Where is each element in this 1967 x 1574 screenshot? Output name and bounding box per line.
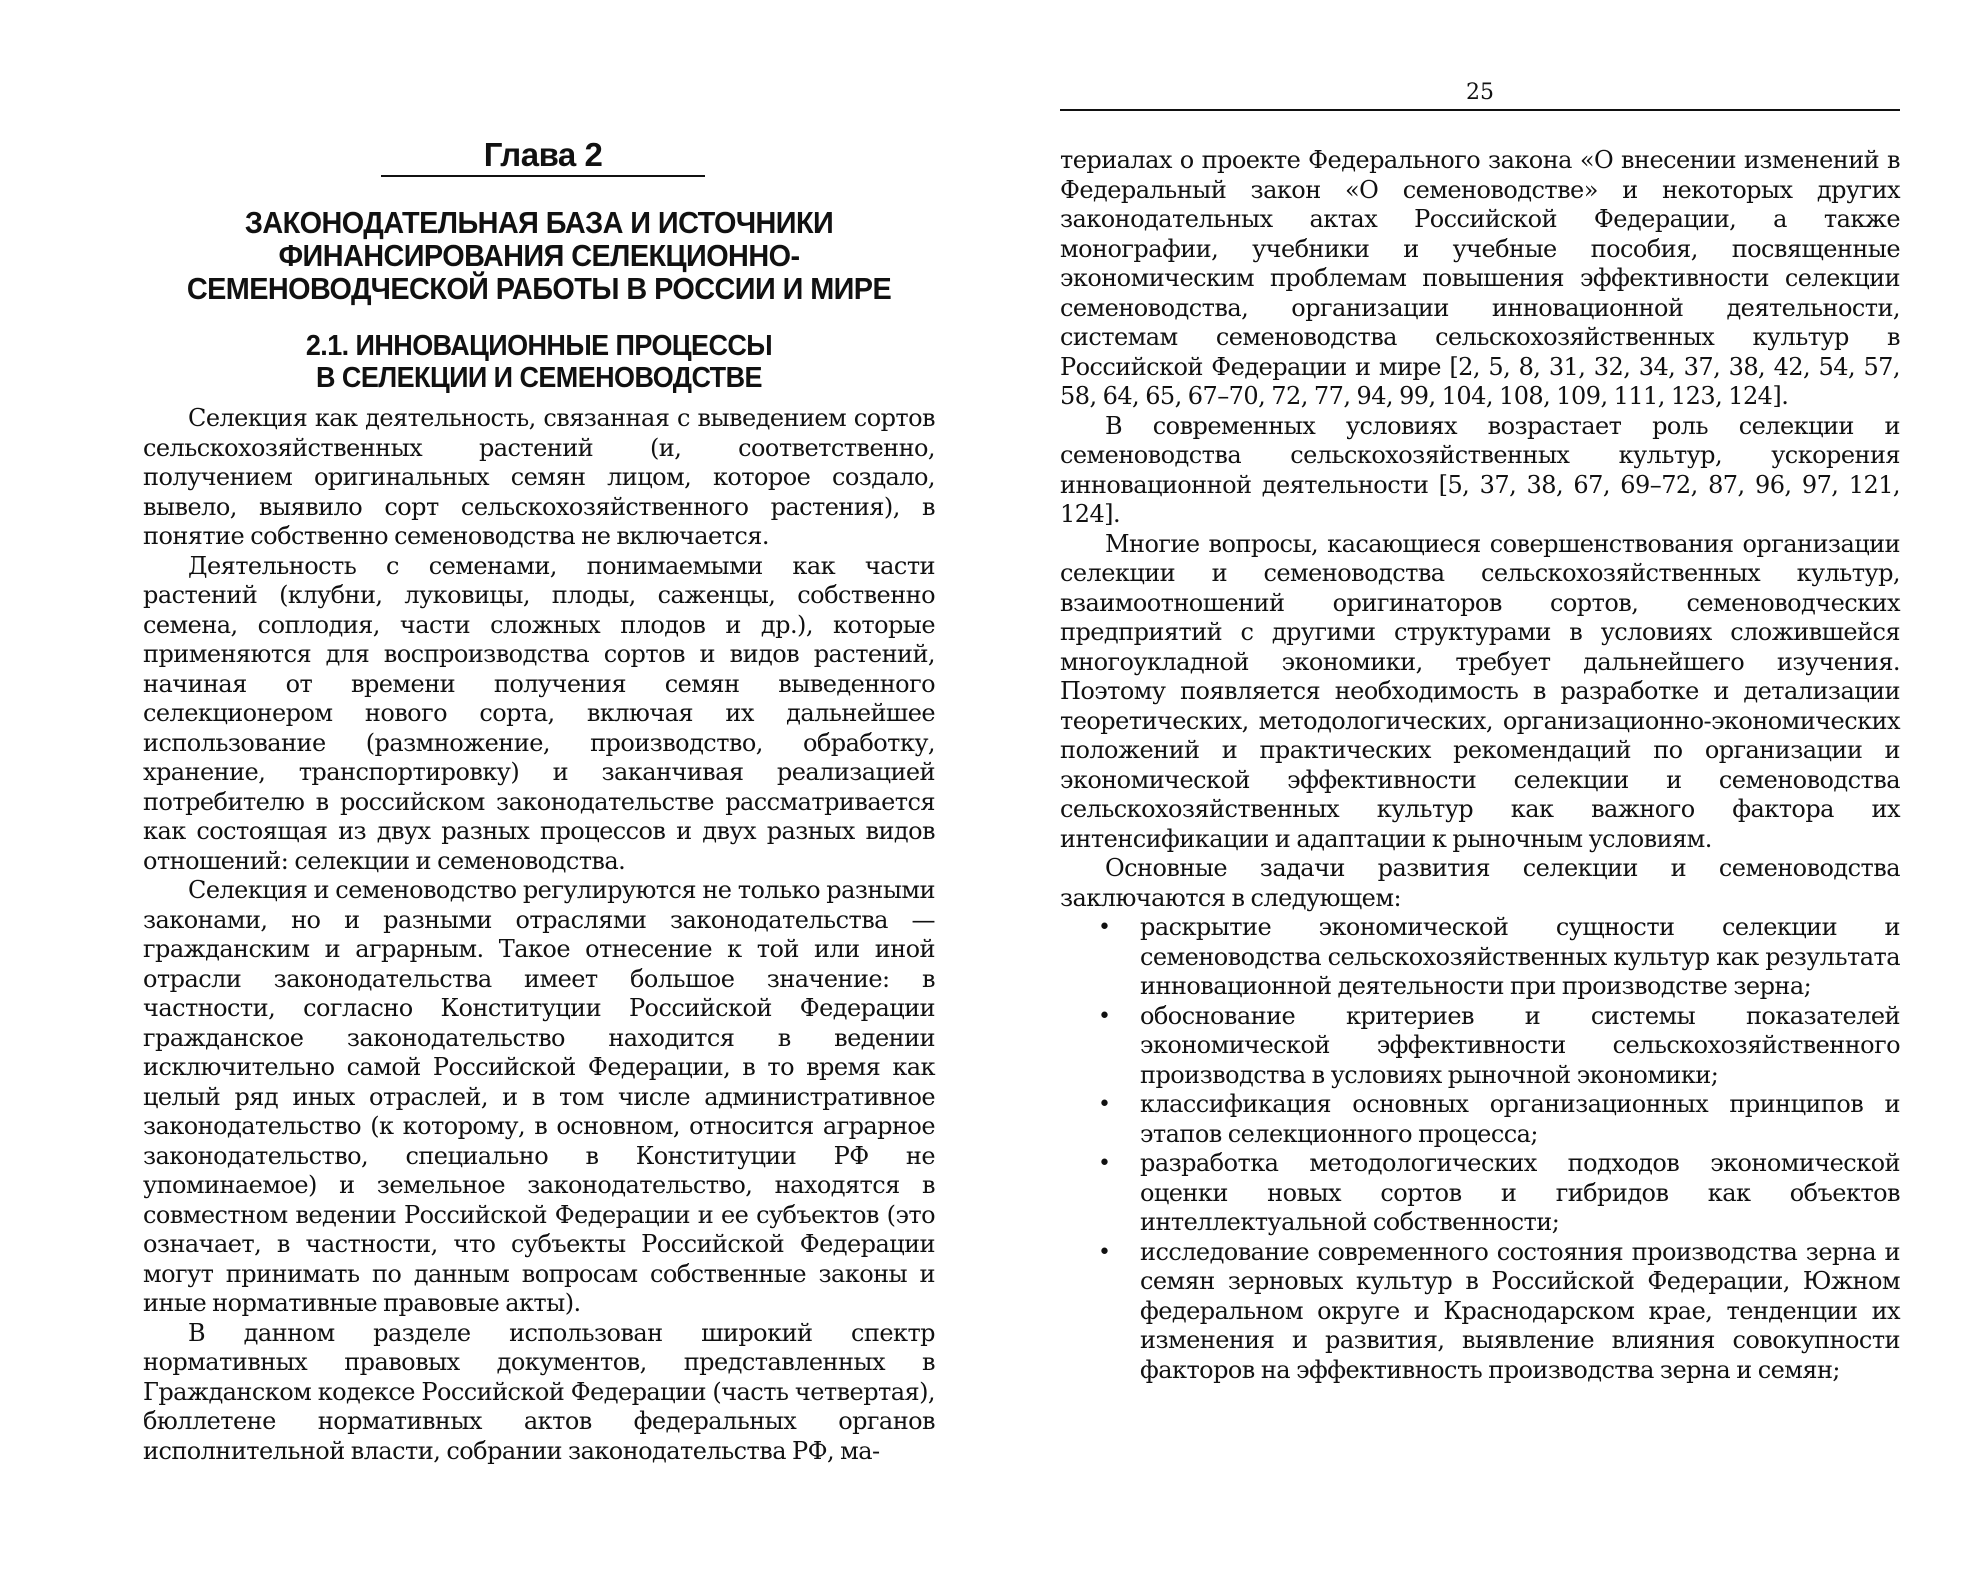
paragraph: териалах о проекте Федерального закона «О внесении изменений в Федеральный закон «О семеноводстве» и некоторых других законодательных актах Российской Федерации, а также монографии, учебники и учебные пособия, посвященные экономическим проблемам повышения эффективности селекции семеноводства, организации инновационной деятельности, системам семеноводства сельскохозяйственных культур в Российской Федерации и мире [2, 5, 8, 31, 32, 34, 37, 38, 42, 54, 57, 58, 64, 65, 67–70, 72, 77, 94, 99, 104, 108, 109, 111, 123, 124]. [1060, 146, 1900, 410]
bullet-icon: • [1098, 1092, 1111, 1117]
paragraph: Основные задачи развития селекции и семеноводства заключаются в следующем: [1060, 854, 1900, 912]
chapter-title-line: ФИНАНСИРОВАНИЯ СЕЛЕКЦИОННО- [278, 238, 800, 273]
list-item-text: классификация основных организационных принципов и этапов селекционного процесса; [1140, 1090, 1900, 1148]
paragraph: Деятельность с семенами, понимаемыми как части растений (клубни, луковицы, плоды, саженцы, собственно семена, соплодия, части сложных плодов и др.), которые применяются для воспроизводства сортов и видов растений, начиная от времени получения семян выведенного селекционером нового сорта, включая их дальнейшее использование (размножение, производство, обработку, хранение, транспортировку) и заканчивая реализацией потребителю в российском законодательстве рассматривается как состоящая из двух разных процессов и двух разных видов отношений: селекции и семеноводства. [143, 551, 935, 875]
chapter-title-line: СЕМЕНОВОДЧЕСКОЙ РАБОТЫ В РОССИИ И МИРЕ [186, 271, 892, 306]
header-rule [1060, 109, 1900, 111]
bullet-icon: • [1098, 1239, 1111, 1265]
list-item-text: разработка методологических подходов экономической оценки новых сортов и гибридов как объектов интеллектуальной собственности; [1140, 1149, 1900, 1236]
bullet-icon: • [1098, 915, 1111, 940]
chapter-title [171, 206, 908, 305]
right-page [1060, 0, 1900, 1574]
section-title-line: 2.1. ИННОВАЦИОННЫЕ ПРОЦЕССЫ [305, 330, 773, 362]
list-item [1060, 913, 1900, 1002]
section-title-line: В СЕЛЕКЦИИ И СЕМЕНОВОДСТВЕ [316, 362, 762, 394]
list-item [1060, 1090, 1900, 1149]
task-list [1060, 913, 1900, 1385]
section-title [171, 330, 908, 394]
page-number: 25 [1466, 80, 1494, 105]
list-item [1060, 1149, 1900, 1238]
list-item [1060, 1238, 1900, 1386]
list-item-text: раскрытие экономической сущности селекции и семеноводства сельскохозяйственных культур как результата инновационной деятельности при производстве зерна; [1140, 913, 1900, 1000]
right-body-text [1060, 146, 1900, 1385]
chapter-title-line: ЗАКОНОДАТЕЛЬНАЯ БАЗА И ИСТОЧНИКИ [244, 205, 834, 240]
list-item-text: обоснование критериев и системы показателей экономической эффективности сельскохозяйственного производства в условиях рыночной экономики; [1140, 1001, 1900, 1089]
paragraph: Селекция как деятельность, связанная с выведением сортов сельскохозяйственных растений (и, соответственно, получением оригинальных семян лицом, которое создало, вывело, выявило сорт сельскохозяйственного растения), в понятие собственно семеноводства не включается. [143, 404, 935, 550]
left-page [143, 0, 935, 1574]
bullet-icon: • [1098, 1003, 1111, 1029]
bullet-icon: • [1098, 1151, 1111, 1176]
left-body-text [143, 404, 935, 1466]
paragraph: В данном разделе использован широкий спектр нормативных правовых документов, представленных в Гражданском кодексе Российской Федерации (часть четвертая), бюллетене нормативных актов федеральных органов исполнительной власти, собрании законодательства РФ, ма- [143, 1318, 935, 1465]
list-item [1060, 1002, 1900, 1091]
paragraph: Селекция и семеноводство регулируются не только разными законами, но и разными отраслями законодательства — гражданским и аграрным. Такое отнесение к той или иной отрасли законодательства имеет большое значение: в частности, согласно Конституции Российской Федерации гражданское законодательство находится в ведении исключительно самой Российской Федерации, в то время как целый ряд иных отраслей, и в том числе административное законодательство (к которому, в основном, относится аграрное законодательство, специально в Конституции РФ не упоминаемое) и земельное законодательство, находятся в совместном ведении Российской Федерации и ее субъектов (это означает, в частности, что субъекты Российской Федерации могут принимать по данным вопросам собственные законы и иные нормативные правовые акты). [143, 876, 935, 1317]
chapter-rule [381, 175, 705, 177]
paragraph: Многие вопросы, касающиеся совершенствования организации селекции и семеноводства сельскохозяйственных культур, взаимоотношений оригинаторов сортов, семеноводческих предприятий с другими структурами в условиях сложившейся многоукладной экономики, требует дальнейшего изучения. Поэтому появляется необходимость в разработке и детализации теоретических, методологических, организационно-экономических положений и практических рекомендаций по организации и экономической эффективности селекции и семеноводства сельскохозяйственных культур как важного фактора их интенсификации и адаптации к рыночным условиям. [1060, 529, 1900, 853]
chapter-label: Глава 2 [483, 136, 603, 173]
paragraph: В современных условиях возрастает роль селекции и семеноводства сельскохозяйственных культур, ускорения инновационной деятельности [5, 37, 38, 67, 69–72, 87, 96, 97, 121, 124]. [1060, 411, 1900, 528]
list-item-text: исследование современного состояния производства зерна и семян зерновых культур в Российской Федерации, Южном федеральном округе и Краснодарском крае, тенденции их изменения и развития, выявление влияния совокупности факторов на эффективность производства зерна и семян; [1140, 1237, 1900, 1384]
